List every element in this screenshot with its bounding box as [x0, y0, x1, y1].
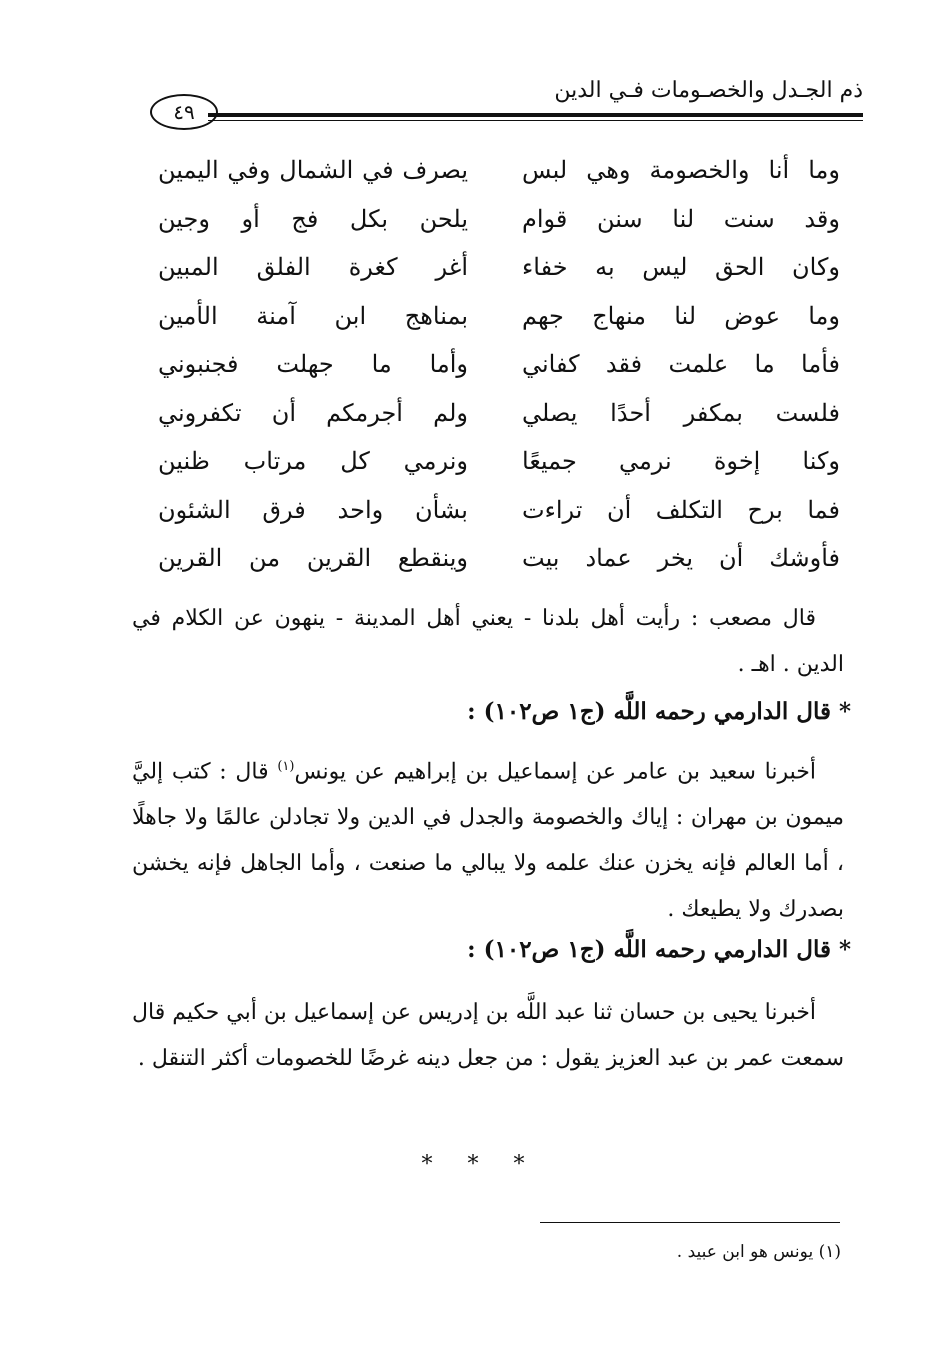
- verse-second-hemistich: يلحن بكل فج أو وجين: [158, 204, 468, 233]
- verse-second-hemistich: يصرف في الشمال وفي اليمين: [158, 156, 468, 184]
- section-heading: * قال الدارمي رحمه اللَّه (ج١ ص١٠٢) :: [467, 698, 851, 725]
- verse-first-hemistich: وما أنا والخصومة وهي لبس: [522, 156, 840, 184]
- paragraph-umar: [132, 990, 844, 1082]
- verse-first-hemistich: فلست بمكفر أحدًا يصلي: [522, 398, 840, 427]
- section-heading: * قال الدارمي رحمه اللَّه (ج١ ص١٠٢) :: [467, 936, 851, 963]
- verse-first-hemistich: وكان الحق ليس به خفاء: [522, 253, 840, 281]
- poem-verse: [140, 538, 840, 587]
- verse-second-hemistich: بمناهج ابن آمنة الأمين: [158, 301, 468, 330]
- page-number: [150, 94, 218, 130]
- verse-first-hemistich: فما برح التكلف أن تراءت: [522, 495, 840, 524]
- paragraph-text: أخبرنا يحيى بن حسان ثنا عبد اللَّه بن إدريس عن إسماعيل بن أبي حكيم قال سمعت عمر بن عبد العزيز يقول : من جعل دينه غرضًا للخصومات أكثر التنقل .: [132, 1000, 844, 1071]
- section-separator: * * *: [421, 1152, 539, 1177]
- paragraph-musab: [132, 596, 844, 688]
- footnote-marker[interactable]: (١): [277, 759, 295, 774]
- verse-first-hemistich: وقد سنت لنا سنن قوام: [522, 204, 840, 233]
- verse-first-hemistich: وما عوض لنا منهاج جهم: [522, 301, 840, 330]
- poem-verse: [140, 393, 840, 442]
- page-number-text: ٤٩: [173, 100, 195, 124]
- paragraph-text: أخبرنا سعيد بن عامر عن إسماعيل بن إبراهيم عن يونس: [294, 759, 816, 785]
- paragraph-text: قال : كتب إليَّ ميمون بن مهران : إياك والخصومة والجدل في الدين ولا تجادلن عالمًا ولا جاهلًا ، أما العالم فإنه يخزن عنك علمه ولا يبالي ما صنعت ، وأما الجاهل فإنه يخشن بصدرك ولا يطيعك .: [132, 759, 844, 923]
- header-rule: [208, 113, 863, 117]
- verse-second-hemistich: بشأن واحد فرق الشئون: [158, 495, 468, 524]
- verse-second-hemistich: ونرمي كل مرتاب ظنين: [158, 447, 468, 475]
- verse-second-hemistich: أغر كغرة الفلق المبين: [158, 253, 468, 281]
- poem-verse: [140, 150, 840, 199]
- running-header: ذم الجـدل والخصـومات فـي الدين: [554, 78, 863, 103]
- poem-verse: [140, 490, 840, 539]
- verse-second-hemistich: ولم أجرمكم أن تكفروني: [158, 398, 468, 427]
- poem-verse: [140, 247, 840, 296]
- verse-first-hemistich: فأوشك أن يخر عماد بيت: [522, 544, 840, 572]
- poem-verse: [140, 199, 840, 248]
- footnote: (١) يونس هو ابن عبيد .: [676, 1242, 841, 1262]
- poem-verse: [140, 344, 840, 393]
- verse-first-hemistich: فأما ما علمت فقد كفاني: [522, 350, 840, 378]
- verse-first-hemistich: وكنا إخوة نرمي جميعًا: [522, 447, 840, 475]
- paragraph-maimun: [132, 744, 844, 933]
- verse-second-hemistich: وأما ما جهلت فجنبوني: [158, 350, 468, 378]
- verse-second-hemistich: وينقطع القرين من القرين: [158, 544, 468, 572]
- poem-verse: [140, 441, 840, 490]
- header-rule-thin: [208, 120, 863, 121]
- poem-verse: [140, 296, 840, 345]
- poem: [140, 150, 840, 587]
- footnote-rule: [540, 1222, 840, 1223]
- paragraph-text: قال مصعب : رأيت أهل بلدنا - يعني أهل المدينة - ينهون عن الكلام في الدين . اهـ .: [132, 606, 844, 677]
